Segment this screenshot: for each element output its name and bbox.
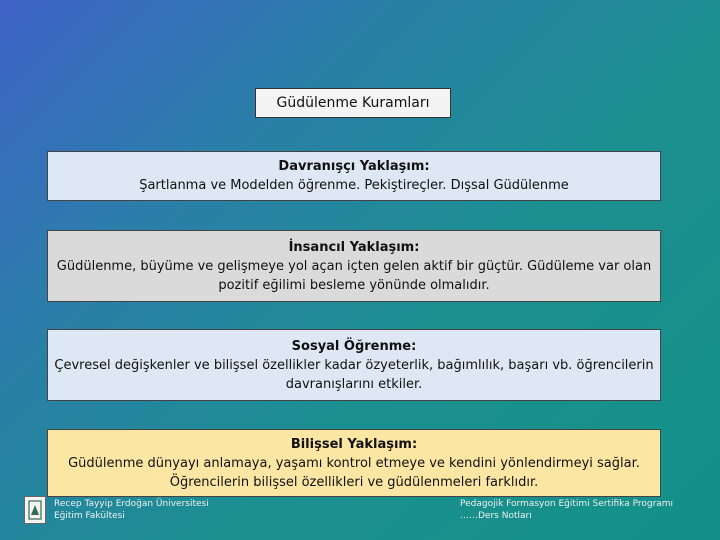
card-social-learning (47, 329, 661, 401)
card-body: Şartlanma ve Modelden öğrenme. Pekiştireçler. Dışsal Güdülenme (139, 178, 569, 193)
university-logo-icon (24, 496, 46, 524)
card-humanistic (47, 230, 661, 302)
card-heading: Davranışçı Yaklaşım: (278, 159, 430, 174)
card-body: Güdülenme dünyayı anlamaya, yaşamı kontrol etmeye ve kendini yönlendirmeyi sağlar. Öğrencilerin bilişsel özellikleri ve güdülenmeleri farklıdır. (68, 455, 640, 490)
footer-program (460, 498, 673, 522)
slide-title: Güdülenme Kuramları (255, 88, 451, 118)
footer-faculty-name: Eğitim Fakültesi (54, 511, 125, 521)
footer-university-name: Recep Tayyip Erdoğan Üniversitesi (54, 499, 209, 509)
card-heading: Sosyal Öğrenme: (291, 338, 417, 354)
card-body: Güdülenme, büyüme ve gelişmeye yol açan içten gelen aktif bir güçtür. Güdüleme var olan pozitif eğilimi besleme yönünde olmalıdır. (56, 258, 652, 293)
footer-notes: ……Ders Notları (460, 511, 532, 521)
footer-program-name: Pedagojik Formasyon Eğitimi Sertifika Programı (460, 499, 674, 509)
card-cognitive (47, 429, 661, 497)
card-body: Çevresel değişkenler ve bilişsel özellikler kadar özyeterlik, bağımlılık, başarı vb. öğrencilerin davranışlarını etkiler. (54, 357, 654, 392)
card-heading: Bilişsel Yaklaşım: (290, 436, 418, 452)
footer-university (54, 498, 209, 522)
card-behaviorist (47, 151, 661, 201)
card-heading: İnsancıl Yaklaşım: (288, 239, 420, 255)
